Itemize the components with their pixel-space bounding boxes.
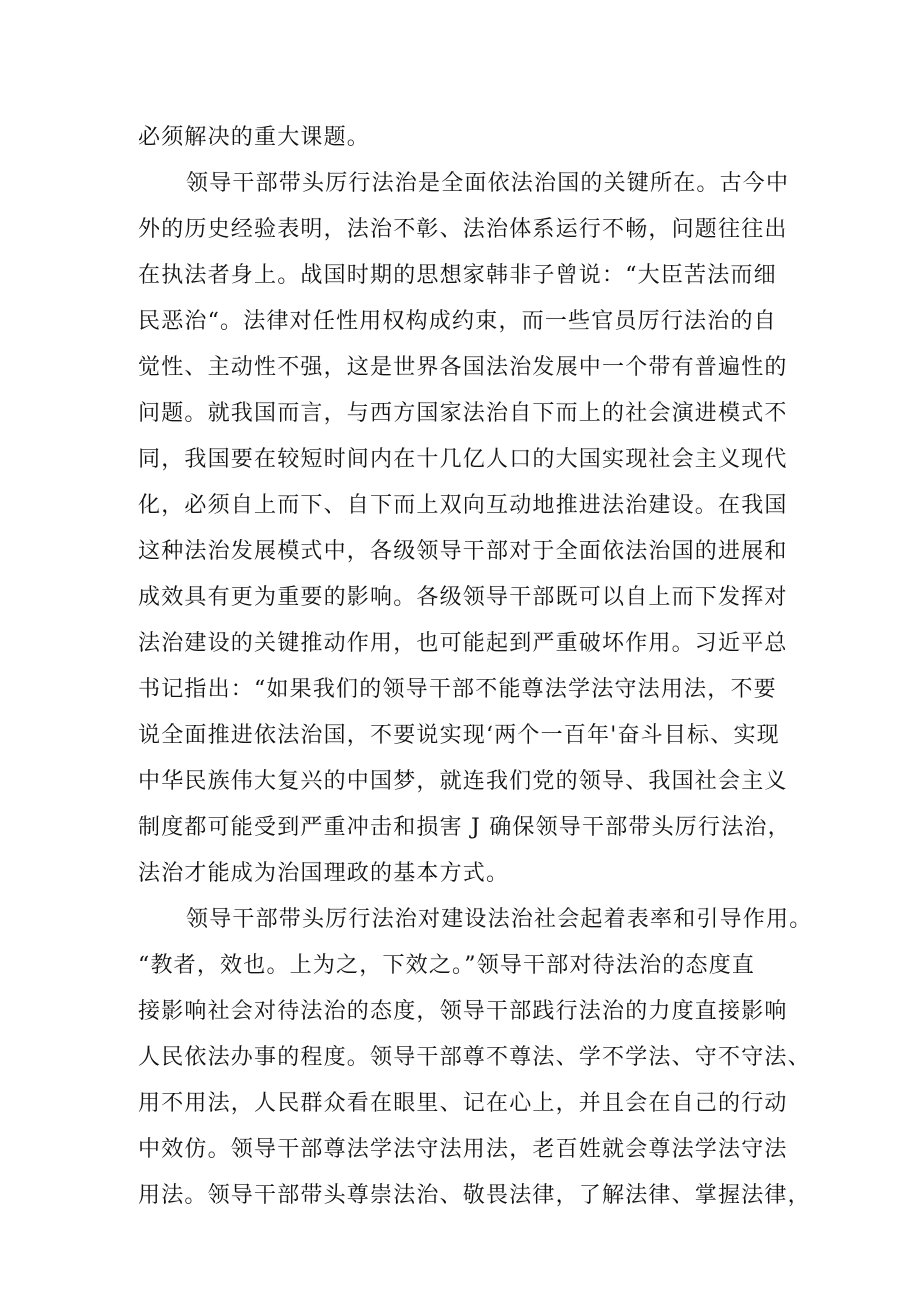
text-line: 接影响社会对待法治的态度，领导干部践行法治的力度直接影响: [138, 999, 788, 1024]
text-line: “教者，效也。上为之，下效之。”领导干部对待法治的态度直: [138, 953, 756, 978]
text-line: 人民依法办事的程度。领导干部尊不尊法、学不学法、守不守法、: [138, 1045, 811, 1070]
text-line: 问题。就我国而言，与西方国家法治自下而上的社会演进模式不: [138, 401, 788, 426]
text-line: 化，必须自上而下、自下而上双向互动地推进法治建设。在我国: [138, 493, 788, 518]
text-line: 说全面推进依法治国，不要说实现‘两个一百年'奋斗目标、实现: [138, 723, 780, 748]
text-line: 法治才能成为治国理政的基本方式。: [138, 861, 510, 886]
text-line: 法治建设的关键推动作用，也可能起到严重破坏作用。习近平总: [138, 631, 788, 656]
text-line: 用法。领导干部带头尊崇法治、敬畏法律，了解法律、掌握法律，: [138, 1183, 811, 1208]
text-line: 必须解决的重大课题。: [138, 125, 371, 150]
text-line: 觉性、主动性不强，这是世界各国法治发展中一个带有普遍性的: [138, 355, 788, 380]
text-line: 民恶治“。法律对任性用权构成约束，而一些官员厉行法治的自: [138, 309, 777, 334]
text-line: 中华民族伟大复兴的中国梦，就连我们党的领导、我国社会主义: [138, 769, 788, 794]
paragraph-first-line: 领导干部带头厉行法治对建设法治社会起着表率和引导作用。: [186, 907, 813, 932]
text-line: 这种法治发展模式中，各级领导干部对于全面依法治国的进展和: [138, 539, 788, 564]
text-line: 外的历史经验表明，法治不彰、法治体系运行不畅，问题往往出: [138, 217, 788, 242]
text-line: 书记指出：“如果我们的领导干部不能尊法学法守法用法，不要: [138, 677, 777, 702]
text-line: 成效具有更为重要的影响。各级领导干部既可以自上而下发挥对: [138, 585, 788, 610]
paragraph-first-line: 领导干部带头厉行法治是全面依法治国的关键所在。古今中: [186, 171, 790, 196]
text-line: 同，我国要在较短时间内在十几亿人口的大国实现社会主义现代: [138, 447, 788, 472]
text-line: 在执法者身上。战国时期的思想家韩非子曾说：“大臣苦法而细: [138, 263, 777, 288]
text-line: 中效仿。领导干部尊法学法守法用法，老百姓就会尊法学法守法: [138, 1137, 788, 1162]
text-line: 用不用法，人民群众看在眼里、记在心上，并且会在自己的行动: [138, 1091, 788, 1116]
text-line: 制度都可能受到严重冲击和损害 J 确保领导干部带头厉行法治，: [138, 815, 791, 840]
